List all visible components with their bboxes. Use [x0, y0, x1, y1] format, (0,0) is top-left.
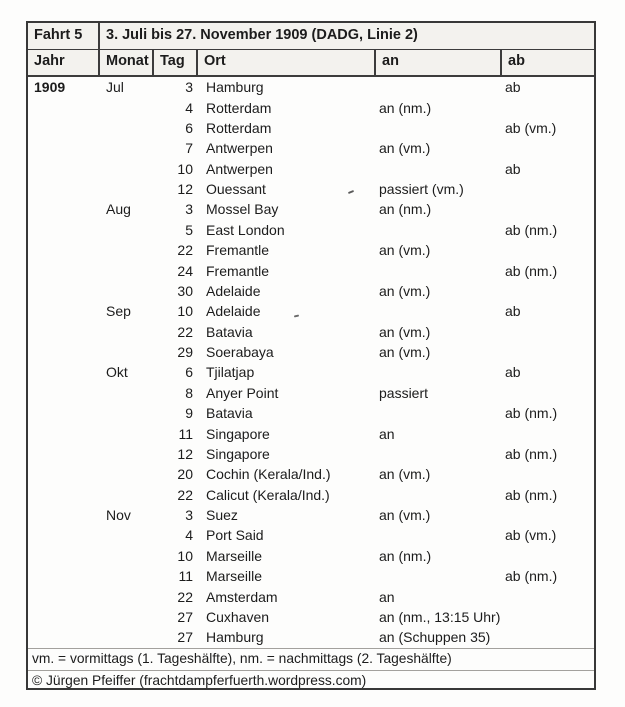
cell-an: an (vm.) — [379, 323, 431, 340]
cell-ort: Fremantle — [206, 262, 270, 279]
cell-ab: ab (vm.) — [505, 527, 557, 544]
cell-an: passiert (vm.) — [379, 181, 464, 198]
cell-ort: Cochin (Kerala/Ind.) — [206, 466, 331, 483]
cell-tag: 10 — [177, 160, 193, 177]
table-row — [28, 138, 594, 158]
table-row — [28, 342, 594, 362]
cell-ort: Anyer Point — [206, 384, 279, 401]
table-row — [28, 403, 594, 423]
cell-an: an (vm.) — [379, 466, 431, 483]
cell-ab: ab — [505, 79, 521, 96]
cell-an: an (vm.) — [379, 242, 431, 259]
cell-ort: Amsterdam — [206, 588, 278, 605]
cell-ort: Tjilatjap — [206, 364, 255, 381]
cell-monat: Sep — [106, 303, 131, 320]
cell-ort: Adelaide — [206, 303, 261, 320]
cell-ort: Mossel Bay — [206, 201, 279, 218]
cell-tag: 22 — [177, 323, 193, 340]
cell-tag: 10 — [177, 547, 193, 564]
table-row — [28, 97, 594, 117]
cell-ort: Calicut (Kerala/Ind.) — [206, 486, 330, 503]
cell-an: an — [379, 425, 395, 442]
cell-an: an (nm.) — [379, 201, 432, 218]
cell-ab: ab (nm.) — [505, 262, 558, 279]
table-row — [28, 118, 594, 138]
cell-tag: 22 — [177, 486, 193, 503]
table-row — [28, 627, 594, 647]
table-row — [28, 77, 594, 97]
table-row — [28, 505, 594, 525]
cell-ort: Rotterdam — [206, 99, 272, 116]
cell-monat: Okt — [106, 364, 128, 381]
cell-tag: 12 — [177, 445, 193, 462]
footnote: vm. = vormittags (1. Tageshälfte), nm. = nachmittags (2. Tageshälfte) — [28, 648, 594, 670]
cell-ab: ab — [505, 160, 521, 177]
table-row — [28, 362, 594, 382]
copyright-line: © Jürgen Pfeiffer (frachtdampferfuerth.wordpress.com) — [28, 670, 594, 693]
cell-an: an (vm.) — [379, 344, 431, 361]
cell-ort: Marseille — [206, 547, 263, 564]
cell-ort: Cuxhaven — [206, 608, 270, 625]
fahrt-label: Fahrt 5 — [28, 23, 100, 49]
table-row — [28, 444, 594, 464]
cell-tag: 11 — [178, 568, 193, 585]
cell-tag: 9 — [185, 405, 193, 422]
cell-tag: 8 — [185, 384, 193, 401]
cell-tag: 22 — [177, 242, 193, 259]
cell-an: an (vm.) — [379, 140, 431, 157]
cell-tag: 11 — [178, 425, 193, 442]
title-row — [28, 23, 594, 50]
voyage-title: 3. Juli bis 27. November 1909 (DADG, Linie 2) — [106, 27, 418, 43]
cell-ab: ab (nm.) — [505, 221, 558, 238]
cell-tag: 5 — [185, 221, 193, 238]
cell-tag: 4 — [185, 527, 193, 544]
header-an: an — [376, 50, 502, 75]
table-row — [28, 607, 594, 627]
table-row — [28, 260, 594, 280]
header-tag: Tag — [154, 50, 198, 75]
voyage-table — [26, 21, 596, 690]
cell-monat: Jul — [106, 79, 124, 96]
table-row — [28, 546, 594, 566]
table-row — [28, 423, 594, 443]
table-body — [28, 77, 594, 648]
header-ab: ab — [508, 53, 525, 69]
cell-an: an (vm.) — [379, 282, 431, 299]
cell-ab: ab — [505, 303, 521, 320]
cell-an: an (nm.) — [379, 99, 432, 116]
cell-tag: 22 — [177, 588, 193, 605]
cell-an: passiert — [379, 384, 429, 401]
cell-tag: 10 — [177, 303, 193, 320]
table-row — [28, 301, 594, 321]
cell-ort: Rotterdam — [206, 119, 272, 136]
table-row — [28, 159, 594, 179]
cell-tag: 24 — [177, 262, 193, 279]
cell-ort: Port Said — [206, 527, 264, 544]
cell-tag: 6 — [185, 364, 193, 381]
table-row — [28, 464, 594, 484]
cell-tag: 7 — [185, 140, 193, 157]
cell-ort: Suez — [206, 507, 238, 524]
cell-ort: Batavia — [206, 405, 253, 422]
cell-an: an (nm., 13:15 Uhr) — [379, 608, 501, 625]
cell-ort: Marseille — [206, 568, 263, 585]
header-row — [28, 50, 594, 77]
cell-jahr: 1909 — [34, 79, 66, 96]
header-monat: Monat — [100, 50, 154, 75]
cell-monat: Nov — [106, 507, 131, 524]
cell-tag: 3 — [185, 79, 193, 96]
cell-an: an (Schuppen 35) — [379, 629, 491, 646]
cell-ort: Soerabaya — [206, 344, 274, 361]
table-row — [28, 220, 594, 240]
table-row — [28, 199, 594, 219]
cell-tag: 27 — [177, 629, 193, 646]
table-row — [28, 179, 594, 199]
cell-ort: Singapore — [206, 425, 270, 442]
cell-an: an — [379, 588, 395, 605]
table-row — [28, 240, 594, 260]
cell-ab: ab (nm.) — [505, 568, 558, 585]
cell-tag: 4 — [185, 99, 193, 116]
cell-tag: 29 — [177, 344, 193, 361]
cell-tag: 3 — [185, 201, 193, 218]
table-row — [28, 525, 594, 545]
cell-tag: 6 — [185, 119, 193, 136]
header-jahr: Jahr — [28, 50, 100, 75]
cell-ort: Antwerpen — [206, 160, 273, 177]
cell-tag: 3 — [185, 507, 193, 524]
table-row — [28, 322, 594, 342]
cell-an: an (vm.) — [379, 507, 431, 524]
cell-ab: ab (vm.) — [505, 119, 557, 136]
cell-ab: ab — [505, 364, 521, 381]
cell-ort: Hamburg — [206, 79, 264, 96]
cell-tag: 12 — [177, 181, 193, 198]
cell-ort: Ouessant — [206, 181, 266, 198]
cell-an: an (nm.) — [379, 547, 432, 564]
cell-ort: Adelaide — [206, 282, 261, 299]
cell-ort: Batavia — [206, 323, 253, 340]
table-row — [28, 485, 594, 505]
cell-tag: 27 — [177, 608, 193, 625]
cell-tag: 20 — [177, 466, 193, 483]
cell-ort: Hamburg — [206, 629, 264, 646]
header-ort: Ort — [198, 50, 376, 75]
table-row — [28, 586, 594, 606]
table-row — [28, 566, 594, 586]
cell-ort: Fremantle — [206, 242, 270, 259]
cell-ort: East London — [206, 221, 285, 238]
cell-tag: 30 — [177, 282, 193, 299]
cell-ab: ab (nm.) — [505, 405, 558, 422]
table-row — [28, 383, 594, 403]
cell-ab: ab (nm.) — [505, 486, 558, 503]
cell-ort: Singapore — [206, 445, 270, 462]
cell-monat: Aug — [106, 201, 131, 218]
cell-ab: ab (nm.) — [505, 445, 558, 462]
table-row — [28, 281, 594, 301]
cell-ort: Antwerpen — [206, 140, 273, 157]
